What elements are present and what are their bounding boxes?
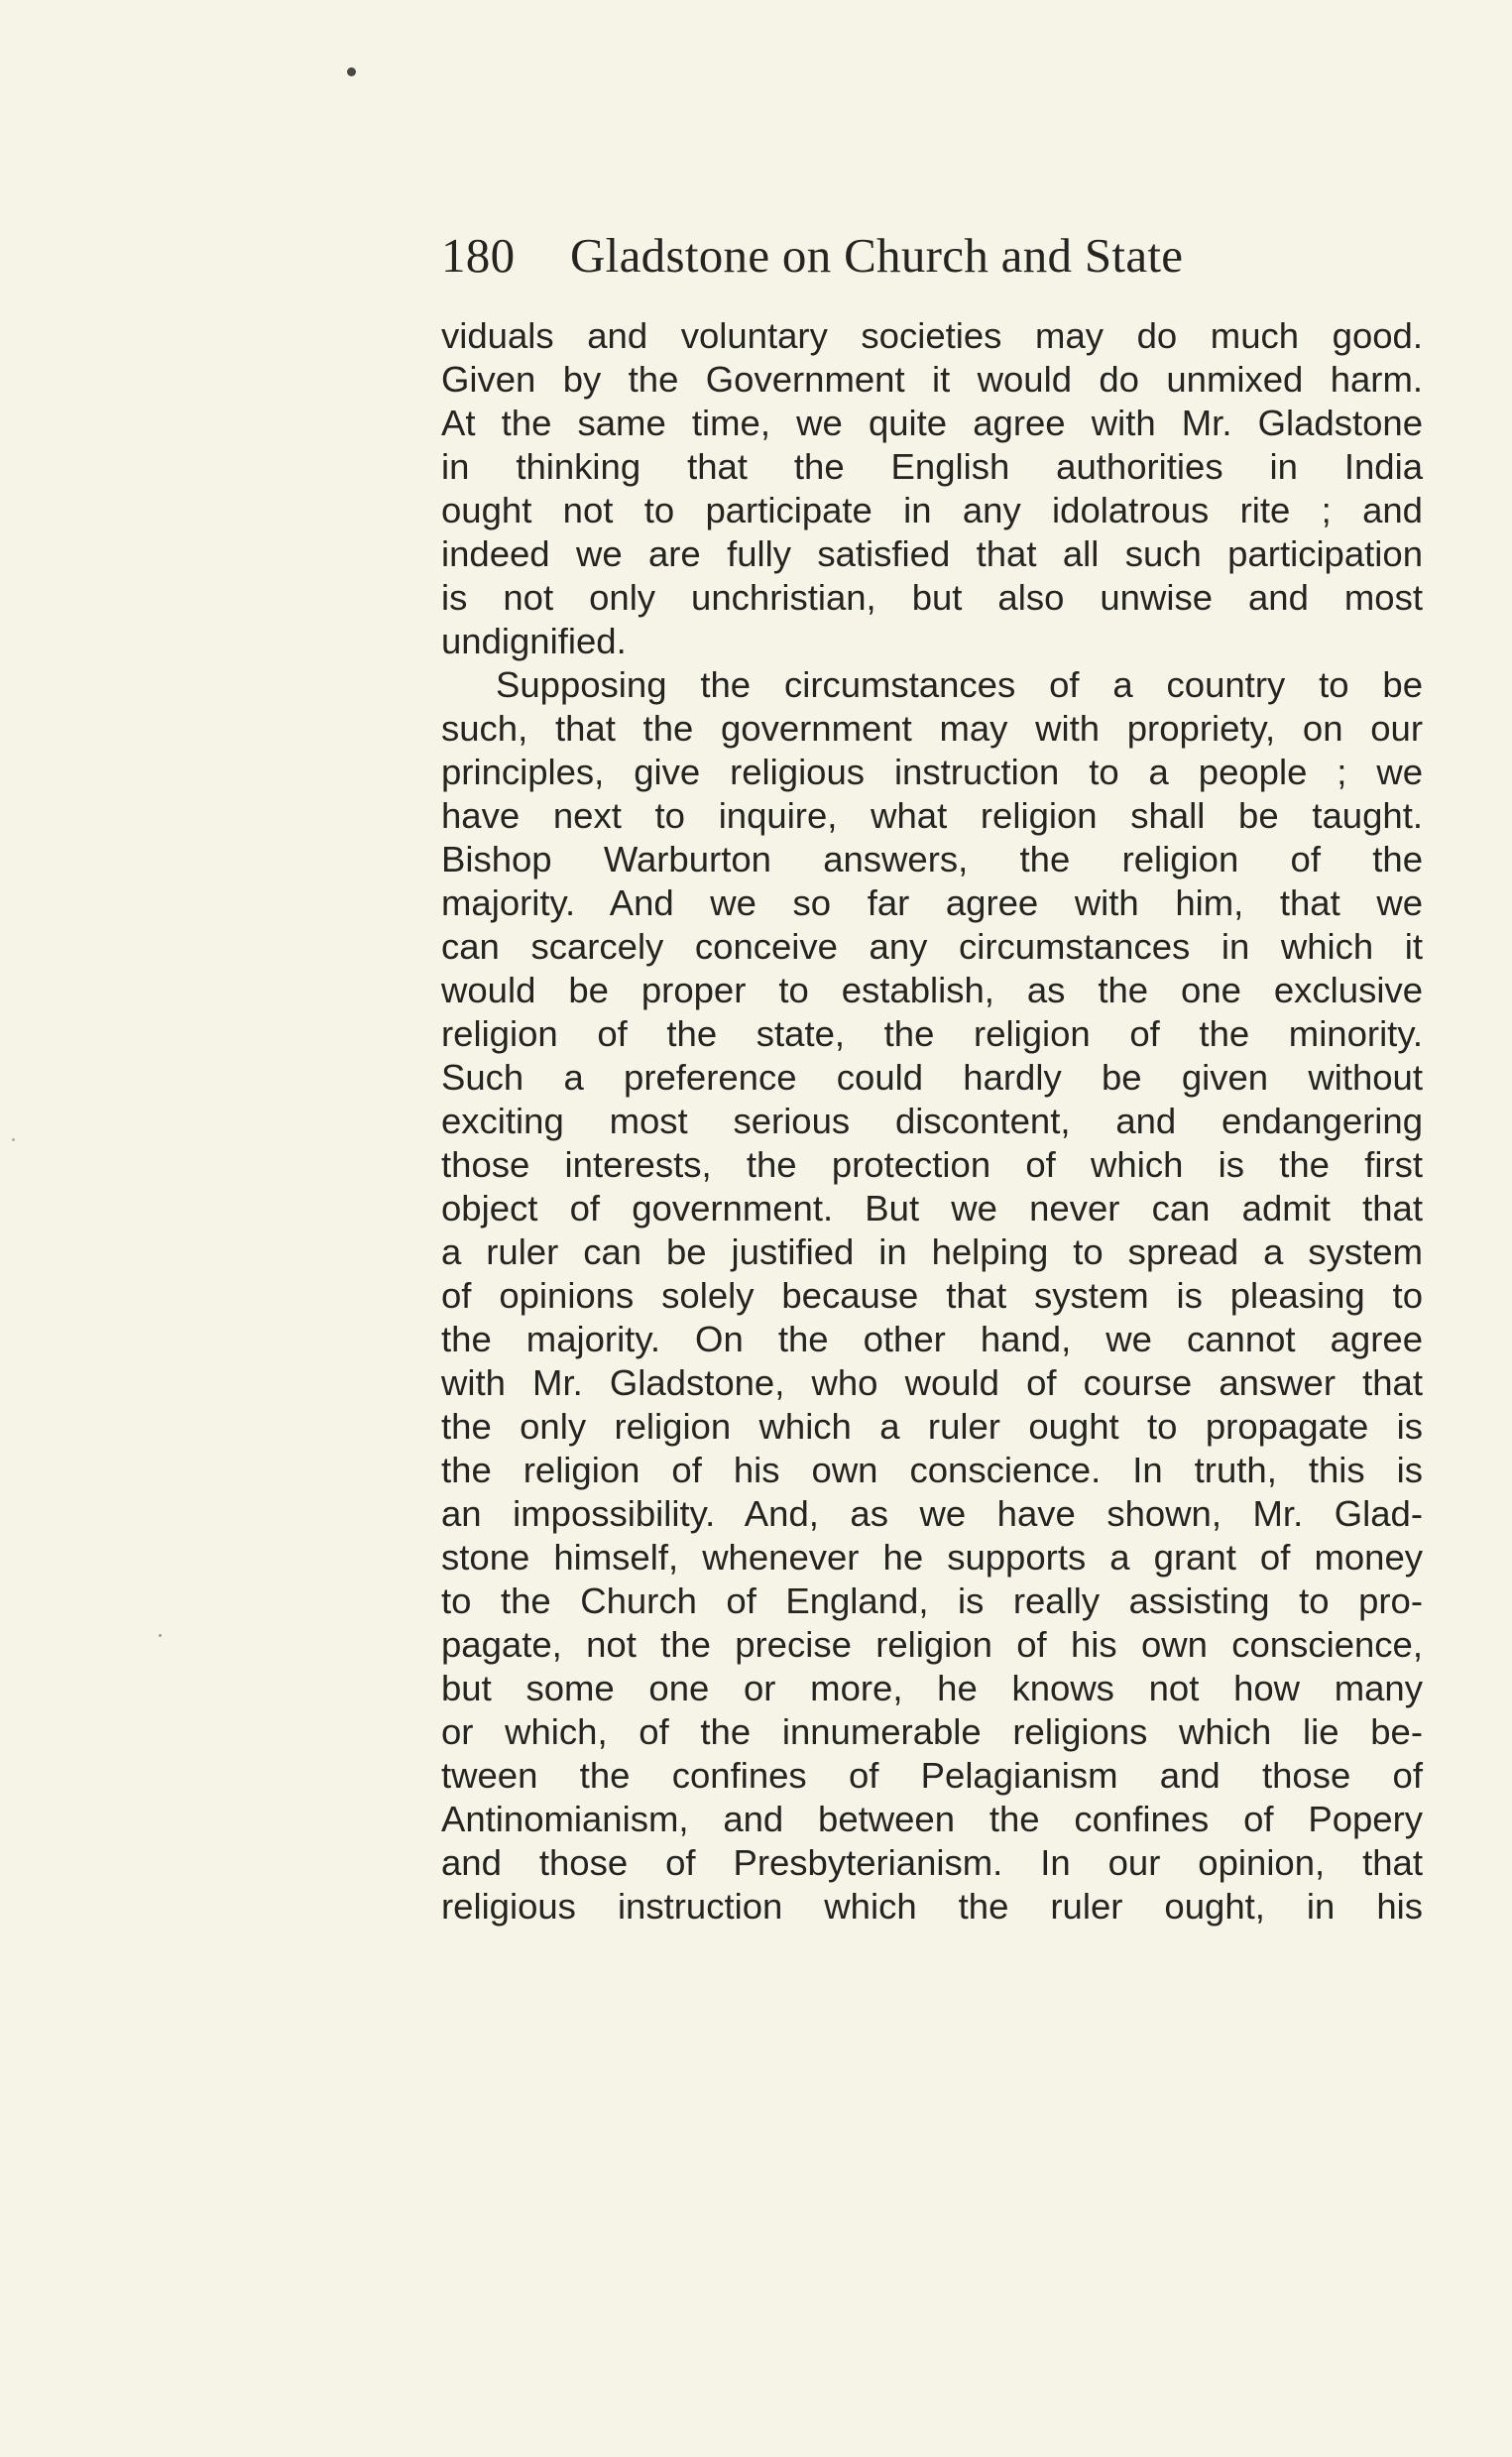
text-line: would be proper to establish, as the one exclusive bbox=[441, 970, 1423, 1010]
text-line: or which, of the innumerable religions which lie be- bbox=[441, 1711, 1423, 1752]
text-line: a ruler can be justified in helping to spread a system bbox=[441, 1231, 1423, 1272]
text-line: of opinions solely because that system is pleasing to bbox=[441, 1275, 1423, 1316]
body-text bbox=[441, 314, 1423, 1929]
text-line: the majority. On the other hand, we cannot agree bbox=[441, 1319, 1423, 1359]
page-speck bbox=[347, 67, 356, 76]
text-line: object of government. But we never can admit that bbox=[441, 1188, 1423, 1228]
page-number: 180 bbox=[441, 228, 516, 283]
text-line: such, that the government may with propriety, on our bbox=[441, 708, 1423, 749]
text-line: with Mr. Gladstone, who would of course answer that bbox=[441, 1362, 1423, 1403]
text-line: viduals and voluntary societies may do much good. bbox=[441, 315, 1423, 356]
text-line: stone himself, whenever he supports a grant of money bbox=[441, 1537, 1423, 1578]
text-line: the only religion which a ruler ought to propagate is bbox=[441, 1406, 1423, 1447]
text-line: Antinomianism, and between the confines of Popery bbox=[441, 1799, 1423, 1839]
text-line: exciting most serious discontent, and endangering bbox=[441, 1101, 1423, 1141]
text-line: to the Church of England, is really assisting to pro- bbox=[441, 1580, 1423, 1621]
text-line: Supposing the circumstances of a country to be bbox=[496, 664, 1423, 705]
running-title: Gladstone on Church and State bbox=[570, 228, 1184, 283]
page-speck bbox=[159, 1634, 162, 1637]
text-line: religious instruction which the ruler ought, in his bbox=[441, 1886, 1423, 1927]
text-line: pagate, not the precise religion of his own conscience, bbox=[441, 1624, 1423, 1665]
text-line: majority. And we so far agree with him, that we bbox=[441, 882, 1423, 923]
text-line: tween the confines of Pelagianism and those of bbox=[441, 1755, 1423, 1796]
text-line: have next to inquire, what religion shall be taught. bbox=[441, 795, 1423, 836]
page-header bbox=[441, 220, 1428, 292]
text-line: At the same time, we quite agree with Mr. Gladstone bbox=[441, 403, 1423, 443]
text-line: undignified. bbox=[441, 621, 627, 661]
text-line: can scarcely conceive any circumstances in which it bbox=[441, 926, 1423, 967]
text-line: principles, give religious instruction to a people ; we bbox=[441, 752, 1423, 792]
text-line: an impossibility. And, as we have shown, Mr. Glad- bbox=[441, 1493, 1423, 1534]
text-line: Given by the Government it would do unmixed harm. bbox=[441, 359, 1423, 400]
text-line: indeed we are fully satisfied that all such participation bbox=[441, 533, 1423, 574]
text-line: and those of Presbyterianism. In our opinion, that bbox=[441, 1842, 1423, 1883]
text-line: religion of the state, the religion of the minority. bbox=[441, 1013, 1423, 1054]
text-line: those interests, the protection of which is the first bbox=[441, 1144, 1423, 1185]
text-line: Bishop Warburton answers, the religion of the bbox=[441, 839, 1423, 879]
text-line: Such a preference could hardly be given without bbox=[441, 1057, 1423, 1098]
text-line: ought not to participate in any idolatrous rite ; and bbox=[441, 490, 1423, 530]
text-line: but some one or more, he knows not how many bbox=[441, 1668, 1423, 1708]
text-line: in thinking that the English authorities in India bbox=[441, 446, 1423, 487]
page-speck bbox=[12, 1138, 15, 1141]
text-line: the religion of his own conscience. In truth, this is bbox=[441, 1450, 1423, 1490]
text-line: is not only unchristian, but also unwise and most bbox=[441, 577, 1423, 618]
